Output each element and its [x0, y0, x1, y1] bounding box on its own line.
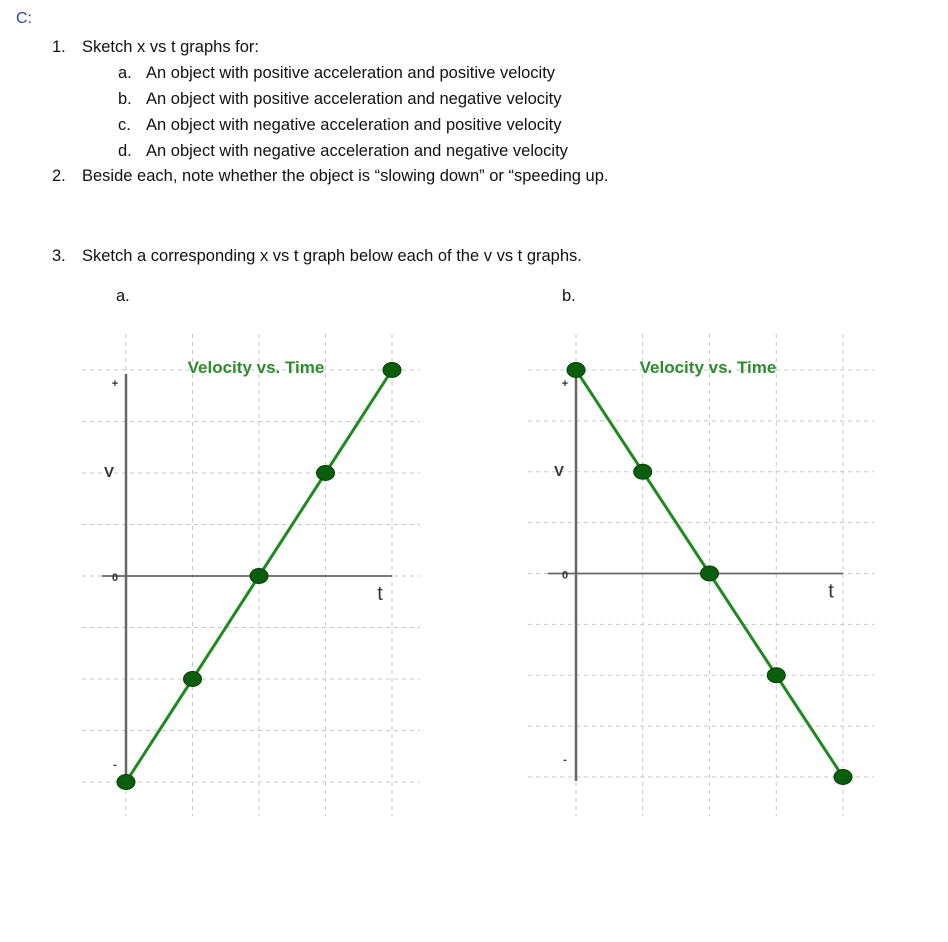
item-text: An object with positive acceleration and positive velocity	[146, 64, 556, 82]
velocity-time-chart-a	[70, 330, 430, 820]
data-point	[701, 566, 719, 581]
question-1-item-d	[118, 142, 568, 161]
chart-title: Velocity vs. Time	[639, 358, 777, 377]
item-letter: a.	[118, 64, 132, 82]
data-point	[184, 672, 202, 687]
item-letter: d.	[118, 142, 132, 160]
data-point	[317, 466, 335, 481]
question-1-text: Sketch x vs t graphs for:	[82, 38, 259, 56]
y-tick-label-bottom: -	[113, 759, 117, 771]
x-axis-label: t	[377, 583, 383, 605]
question-2-number: 2.	[52, 167, 66, 185]
data-point	[250, 569, 268, 584]
question-3	[52, 247, 582, 266]
data-point	[383, 363, 401, 378]
y-tick-label-top: +	[111, 378, 119, 390]
question-3-number: 3.	[52, 247, 66, 265]
x-axis-label: t	[828, 580, 834, 603]
chart-title: Velocity vs. Time	[187, 358, 325, 377]
question-1-item-c	[118, 116, 562, 135]
question-3-text: Sketch a corresponding x vs t graph below each of the v vs t graphs.	[82, 247, 582, 265]
graph-a-label: a.	[116, 287, 130, 305]
section-header: C:	[16, 10, 32, 27]
question-1	[52, 38, 259, 57]
question-2-text: Beside each, note whether the object is “slowing down” or “speeding up.	[82, 167, 609, 185]
graph-b-label: b.	[562, 287, 576, 305]
y-tick-label-top: +	[561, 378, 569, 390]
data-point	[834, 770, 852, 785]
data-point	[767, 668, 785, 683]
data-point	[634, 464, 652, 479]
question-2	[52, 167, 608, 186]
data-point	[117, 775, 135, 790]
item-text: An object with positive acceleration and negative velocity	[146, 90, 562, 108]
velocity-time-chart-b	[516, 330, 886, 820]
data-point	[567, 363, 585, 378]
y-axis-label: V	[103, 464, 115, 481]
item-letter: c.	[118, 116, 131, 134]
item-text: An object with negative acceleration and negative velocity	[146, 142, 568, 160]
question-1-number: 1.	[52, 38, 66, 56]
item-letter: b.	[118, 90, 132, 108]
question-1-item-a	[118, 64, 555, 83]
y-tick-label-zero: 0	[561, 569, 569, 582]
question-1-item-b	[118, 90, 562, 109]
y-axis-label: V	[553, 462, 565, 480]
item-text: An object with negative acceleration and positive velocity	[146, 116, 562, 134]
y-tick-label-bottom: -	[563, 754, 567, 766]
y-tick-label-zero: 0	[111, 572, 119, 584]
